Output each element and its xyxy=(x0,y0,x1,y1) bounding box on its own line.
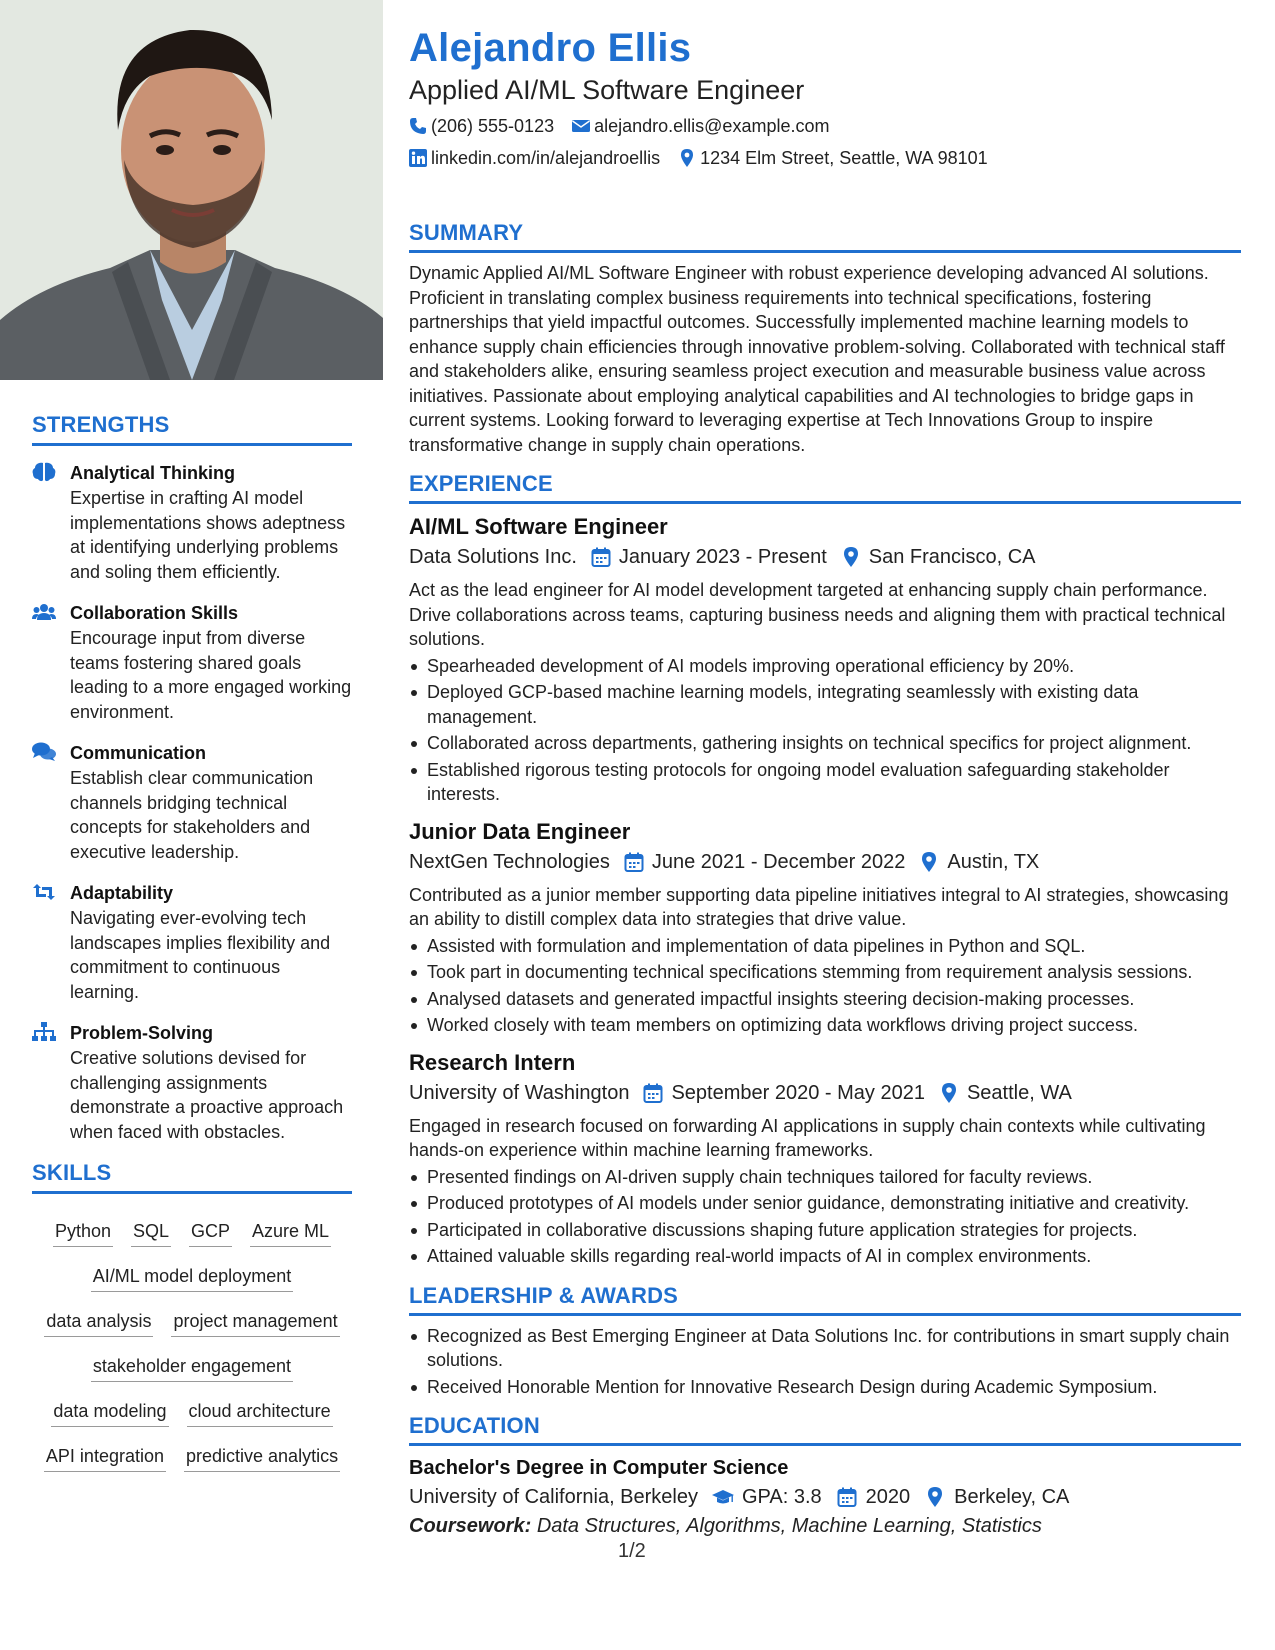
skill-tag: stakeholder engagement xyxy=(91,1355,293,1382)
list-item: Collaborated across departments, gathering insights on technical specifics for project alignment. xyxy=(409,731,1241,756)
job-entry xyxy=(409,512,1241,807)
list-item: Assisted with formulation and implementation of data pipelines in Python and SQL. xyxy=(409,934,1241,959)
edu-gpa: GPA: 3.8 xyxy=(742,1486,822,1508)
candidate-headline: Applied AI/ML Software Engineer xyxy=(409,75,805,105)
graduation-cap-icon xyxy=(712,1487,734,1507)
strength-desc: Expertise in crafting AI model implementations shows adeptness at identifying underlying problems and soling them efficiently. xyxy=(70,488,346,582)
skill-tag: SQL xyxy=(131,1220,171,1247)
retweet-icon xyxy=(32,882,56,902)
edu-location: Berkeley, CA xyxy=(954,1486,1070,1508)
skill-tag: project management xyxy=(171,1310,339,1337)
skills-list xyxy=(32,1220,352,1472)
experience-heading: EXPERIENCE xyxy=(409,471,1241,504)
edu-coursework xyxy=(409,1512,1241,1540)
list-item: Participated in collaborative discussions shaping future application strategies for projects. xyxy=(409,1218,1241,1243)
sitemap-icon xyxy=(32,1022,56,1042)
list-item: Worked closely with team members on optimizing data workflows driving project success. xyxy=(409,1013,1241,1038)
strength-desc: Creative solutions devised for challenging assignments demonstrate a proactive approach when faced with obstacles. xyxy=(70,1048,344,1142)
strength-desc: Encourage input from diverse teams fostering shared goals leading to a more engaged working environment. xyxy=(70,628,352,722)
skill-tag: data modeling xyxy=(51,1400,168,1427)
job-company: NextGen Technologies xyxy=(409,850,610,873)
list-item: Received Honorable Mention for Innovative Research Design during Academic Symposium. xyxy=(409,1375,1241,1400)
list-item: Spearheaded development of AI models improving operational efficiency by 20%. xyxy=(409,654,1241,679)
job-dates: September 2020 - May 2021 xyxy=(671,1081,925,1104)
skill-tag: data analysis xyxy=(44,1310,153,1337)
edu-meta xyxy=(409,1482,1241,1512)
edu-degree: Bachelor's Degree in Computer Science xyxy=(409,1457,789,1479)
leadership-heading: LEADERSHIP & AWARDS xyxy=(409,1283,1241,1316)
contact-address: 1234 Elm Street, Seattle, WA 98101 xyxy=(678,146,988,170)
strength-name: Collaboration Skills xyxy=(70,603,239,623)
list-item: Recognized as Best Emerging Engineer at Data Solutions Inc. for contributions in smart supply chain solutions. xyxy=(409,1324,1241,1373)
coursework-label: Coursework: xyxy=(409,1515,532,1537)
list-item: Took part in documenting technical specifications stemming from requirement analysis sessions. xyxy=(409,960,1241,985)
job-company: Data Solutions Inc. xyxy=(409,546,577,568)
calendar-icon xyxy=(624,852,644,872)
coursework-text: Data Structures, Algorithms, Machine Learning, Statistics xyxy=(536,1515,1042,1537)
strength-item xyxy=(32,1020,352,1144)
sidebar xyxy=(0,0,383,1650)
contact-linkedin[interactable]: linkedin.com/in/alejandroellis xyxy=(409,146,660,170)
job-location: San Francisco, CA xyxy=(868,546,1036,568)
contact-row xyxy=(409,146,1241,170)
map-marker-icon xyxy=(841,547,861,567)
edu-year: 2020 xyxy=(865,1486,911,1508)
job-title: Research Intern xyxy=(409,1049,576,1075)
strength-name: Problem-Solving xyxy=(70,1023,214,1043)
map-marker-icon xyxy=(939,1083,959,1103)
job-location: Austin, TX xyxy=(947,850,1040,873)
skill-tag: Azure ML xyxy=(250,1220,331,1247)
strength-item xyxy=(32,740,352,864)
envelope-icon xyxy=(572,117,590,135)
list-item: Deployed GCP-based machine learning models, integrating seamlessly with existing data management. xyxy=(409,680,1241,729)
job-entry xyxy=(409,1048,1241,1269)
job-dates: January 2023 - Present xyxy=(618,546,827,568)
phone-icon xyxy=(409,117,427,135)
list-item: Analysed datasets and generated impactful insights steering decision-making processes. xyxy=(409,987,1241,1012)
job-description: Engaged in research focused on forwarding AI applications in supply chain contexts while cultivating hands-on experience within machine learning frameworks. xyxy=(409,1115,1206,1160)
map-marker-icon xyxy=(678,149,696,167)
job-title: AI/ML Software Engineer xyxy=(409,514,668,539)
job-entry xyxy=(409,817,1241,1038)
list-item: Established rigorous testing protocols for ongoing model evaluation safeguarding stakeholder interests. xyxy=(409,758,1241,807)
strength-desc: Establish clear communication channels bridging technical concepts for stakeholders and executive leadership. xyxy=(70,768,314,862)
sidebar-content xyxy=(32,412,352,1490)
strength-desc: Navigating ever-evolving tech landscapes implies flexibility and commitment to continuous learning. xyxy=(70,908,331,1002)
contact-phone[interactable]: (206) 555-0123 xyxy=(409,114,554,138)
summary-text: Dynamic Applied AI/ML Software Engineer with robust experience developing advanced AI solutions. Proficient in translating complex business requirements into technical specifications, fostering partnerships that yield impactful outcomes. Successfully implemented machine learning models to enhance supply chain efficiencies through innovative problem-solving. Collaborated with technical staff and stakeholders alike, ensuring seamless project execution and measurable business value across initiatives. Passionate about employing analytical capabilities and AI technologies to bridge gaps in current systems. Looking forward to leveraging expertise at Tech Innovations Group to inspire transformative change in supply chain operations. xyxy=(409,263,1225,455)
strength-name: Communication xyxy=(70,743,207,763)
job-bullets xyxy=(409,1165,1241,1269)
brain-icon xyxy=(32,462,56,482)
job-meta xyxy=(409,1078,1241,1108)
job-meta xyxy=(409,847,1241,877)
strength-item xyxy=(32,600,352,724)
strengths-heading: STRENGTHS xyxy=(32,412,352,446)
calendar-icon xyxy=(591,547,611,567)
job-description: Act as the lead engineer for AI model development targeted at enhancing supply chain performance. Drive collaborations across teams, capturing business needs and aligning them with practical technical solutions. xyxy=(409,580,1226,649)
skill-tag: API integration xyxy=(44,1445,166,1472)
job-bullets xyxy=(409,934,1241,1038)
skills-heading: SKILLS xyxy=(32,1160,352,1194)
summary-heading: SUMMARY xyxy=(409,220,1241,253)
job-location: Seattle, WA xyxy=(966,1081,1072,1104)
skill-tag: GCP xyxy=(189,1220,232,1247)
list-item: Produced prototypes of AI models under senior guidance, demonstrating initiative and creativity. xyxy=(409,1191,1241,1216)
map-marker-icon xyxy=(919,852,939,872)
map-marker-icon xyxy=(924,1487,946,1507)
job-description: Contributed as a junior member supporting data pipeline initiatives integral to AI strategies, showcasing an ability to distill complex data into strategies that drive value. xyxy=(409,884,1229,929)
skill-tag: Python xyxy=(53,1220,113,1247)
job-company: University of Washington xyxy=(409,1081,630,1104)
job-dates: June 2021 - December 2022 xyxy=(651,850,906,873)
contact-email[interactable]: alejandro.ellis@example.com xyxy=(572,114,829,138)
skill-tag: predictive analytics xyxy=(184,1445,340,1472)
education-heading: EDUCATION xyxy=(409,1413,1241,1446)
linkedin-icon xyxy=(409,149,427,167)
edu-school: University of California, Berkeley xyxy=(409,1486,698,1508)
leadership-bullets xyxy=(409,1324,1241,1400)
strength-name: Analytical Thinking xyxy=(70,463,236,483)
calendar-icon xyxy=(836,1487,858,1507)
job-bullets xyxy=(409,654,1241,807)
calendar-icon xyxy=(643,1083,663,1103)
strength-name: Adaptability xyxy=(70,883,174,903)
strength-item xyxy=(32,460,352,584)
candidate-name: Alejandro Ellis xyxy=(409,26,692,70)
strength-item xyxy=(32,880,352,1004)
contact-row xyxy=(409,114,1241,138)
main-content xyxy=(409,24,1241,1540)
page-indicator: 1/2 xyxy=(618,1540,646,1562)
users-icon xyxy=(32,602,56,622)
job-title: Junior Data Engineer xyxy=(409,818,631,844)
list-item: Presented findings on AI-driven supply chain techniques tailored for faculty reviews. xyxy=(409,1165,1241,1190)
comments-icon xyxy=(32,742,56,762)
list-item: Attained valuable skills regarding real-world impacts of AI in complex environments. xyxy=(409,1244,1241,1269)
skill-tag: cloud architecture xyxy=(187,1400,333,1427)
job-meta xyxy=(409,542,1241,572)
skill-tag: AI/ML model deployment xyxy=(91,1265,293,1292)
profile-photo xyxy=(0,0,383,380)
